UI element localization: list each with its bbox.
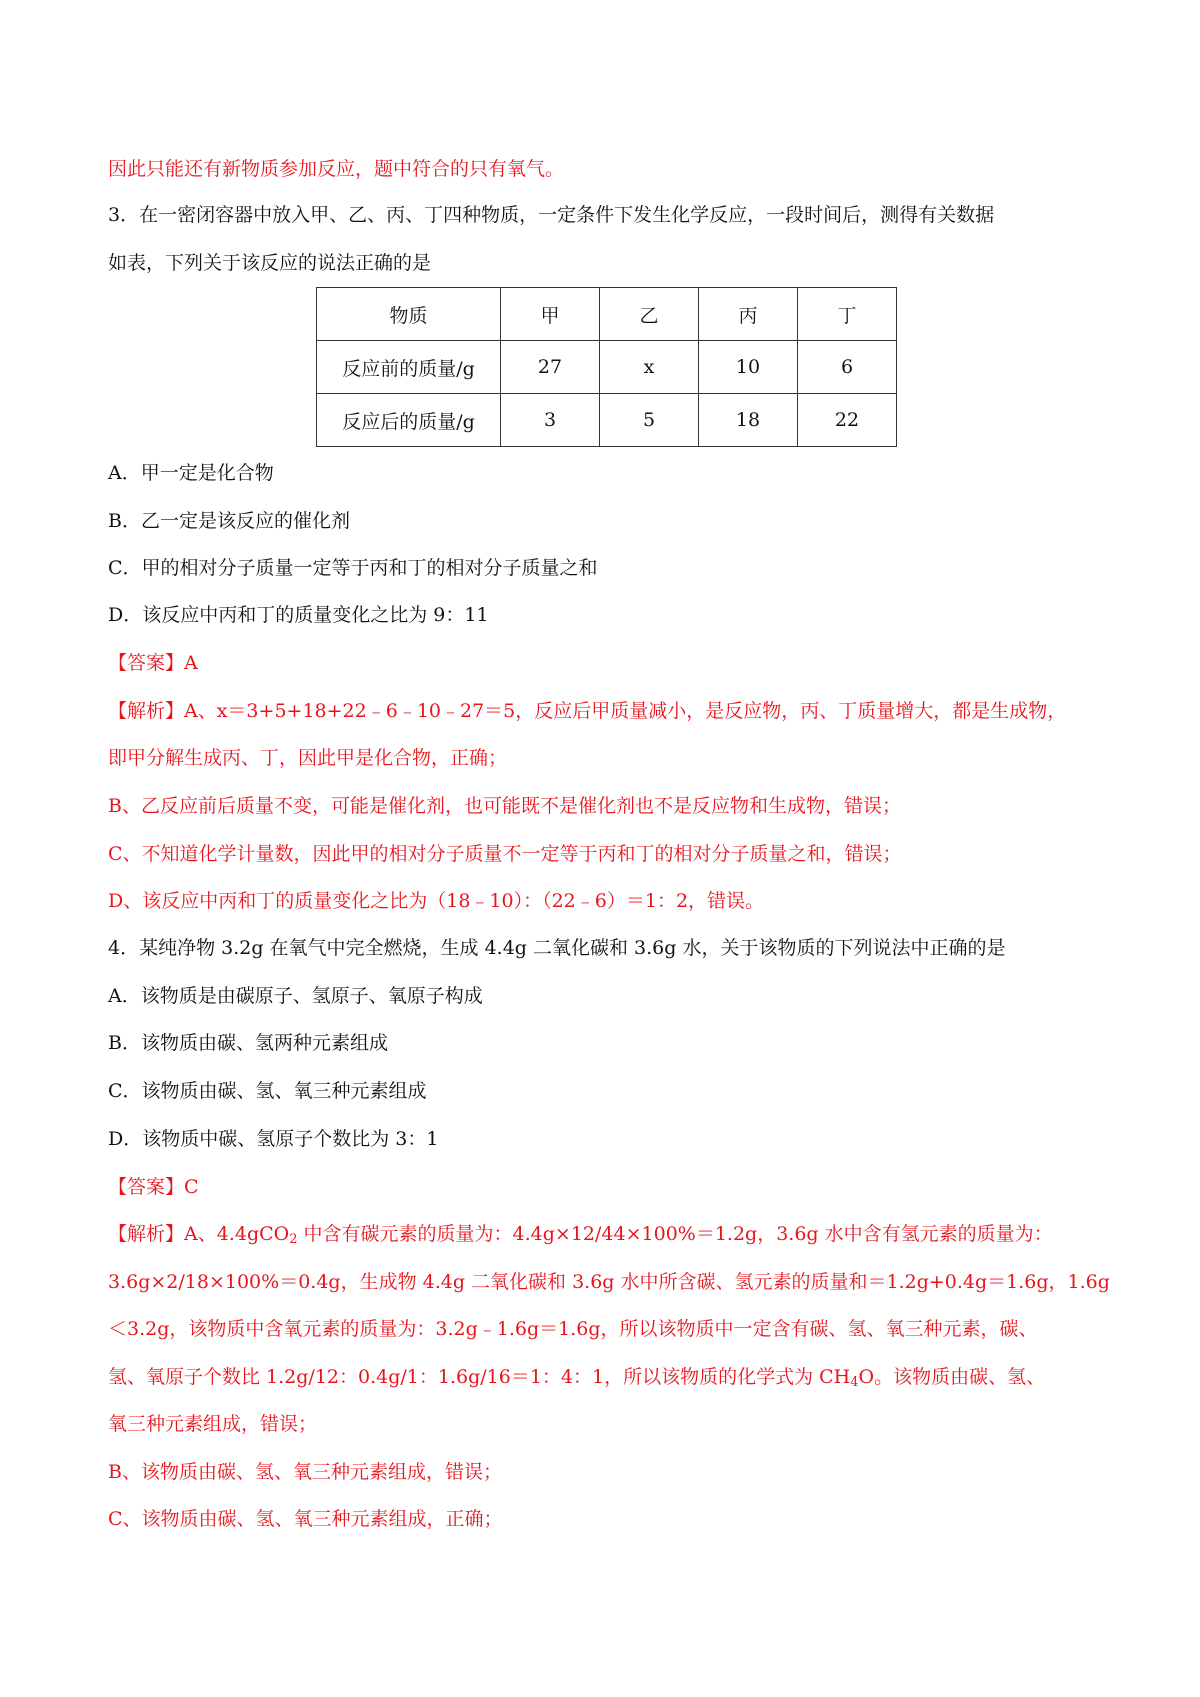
table-cell: 3 [501,394,600,447]
explanation-line: B、该物质由碳、氢、氧三种元素组成，错误； [108,1461,502,1483]
table-row [317,341,897,394]
explanation-line: 氧三种元素组成，错误； [108,1413,318,1435]
table-cell: 乙 [600,288,699,341]
explanation-line: C、该物质由碳、氢、氧三种元素组成，正确； [108,1508,503,1530]
table-cell: 甲 [501,288,600,341]
answer-label: 【答案】C [108,1176,199,1198]
table-cell: 反应前的质量/g [317,341,501,394]
table-row [317,394,897,447]
table-cell: 丙 [699,288,798,341]
explanation-text: 中含有碳元素的质量为：4.4g×12/44×100%＝1.2g，3.6g 水中含有氢元素的质量为： [297,1223,1053,1245]
option-d: D．该反应中丙和丁的质量变化之比为 9：11 [108,604,489,626]
option-b: B．乙一定是该反应的催化剂 [108,510,350,532]
explanation-text: 氢、氧原子个数比 1.2g/12：0.4g/1：1.6g/16＝1：4：1，所以该物质的化学式为 CH [108,1366,851,1388]
option-c: C．甲的相对分子质量一定等于丙和丁的相对分子质量之和 [108,557,598,579]
explanation-line [108,1221,1053,1247]
explanation-line: C、不知道化学计量数，因此甲的相对分子质量不一定等于丙和丁的相对分子质量之和，错误； [108,843,902,865]
explanation-line: 即甲分解生成丙、丁，因此甲是化合物，正确； [108,747,508,769]
question-3-stem: 3．在一密闭容器中放入甲、乙、丙、丁四种物质，一定条件下发生化学反应，一段时间后，测得有关数据 [108,204,995,226]
table-cell: 27 [501,341,600,394]
explanation-text: 【解析】A、4.4gCO [108,1223,290,1245]
subscript: 2 [289,1232,298,1247]
table-cell: 10 [699,341,798,394]
explanation-line: 【解析】A、x＝3+5+18+22﹣6﹣10﹣27＝5，反应后甲质量减小，是反应物，丙、丁质量增大，都是生成物， [108,700,1067,722]
table-cell: 反应后的质量/g [317,394,501,447]
explanation-line [108,1364,1045,1390]
question-4-stem: 4．某纯净物 3.2g 在氧气中完全燃烧，生成 4.4g 二氧化碳和 3.6g 水，关于该物质的下列说法中正确的是 [108,937,1006,959]
explanation-text: O。该物质由碳、氢、 [858,1366,1046,1388]
table-cell: 6 [798,341,897,394]
table-cell: 5 [600,394,699,447]
option-d: D．该物质中碳、氢原子个数比为 3：1 [108,1128,439,1150]
option-c: C．该物质由碳、氢、氧三种元素组成 [108,1080,427,1102]
option-b: B．该物质由碳、氢两种元素组成 [108,1032,388,1054]
answer-label: 【答案】A [108,652,198,674]
explanation-line: ＜3.2g，该物质中含氧元素的质量为：3.2g﹣1.6g＝1.6g，所以该物质中一定含有碳、氢、氧三种元素，碳、 [108,1318,1038,1340]
explanation-line: D、该反应中丙和丁的质量变化之比为（18﹣10）：（22﹣6）＝1：2，错误。 [108,890,765,912]
table-cell: 18 [699,394,798,447]
option-a: A．该物质是由碳原子、氢原子、氧原子构成 [108,985,483,1007]
table-cell: 22 [798,394,897,447]
mass-data-table [316,287,897,447]
question-3-stem-cont: 如表，下列关于该反应的说法正确的是 [108,252,432,274]
explanation-line: B、乙反应前后质量不变，可能是催化剂，也可能既不是催化剂也不是反应物和生成物，错误； [108,795,901,817]
explanation-line: 3.6g×2/18×100%＝0.4g，生成物 4.4g 二氧化碳和 3.6g 水中所含碳、氢元素的质量和＝1.2g+0.4g＝1.6g，1.6g [108,1271,1110,1293]
table-cell: 物质 [317,288,501,341]
table-cell: x [600,341,699,394]
option-a: A．甲一定是化合物 [108,462,274,484]
subscript: 4 [850,1375,859,1390]
text-line: 因此只能还有新物质参加反应，题中符合的只有氧气。 [108,158,565,180]
table-cell: 丁 [798,288,897,341]
table-header-row [317,288,897,341]
